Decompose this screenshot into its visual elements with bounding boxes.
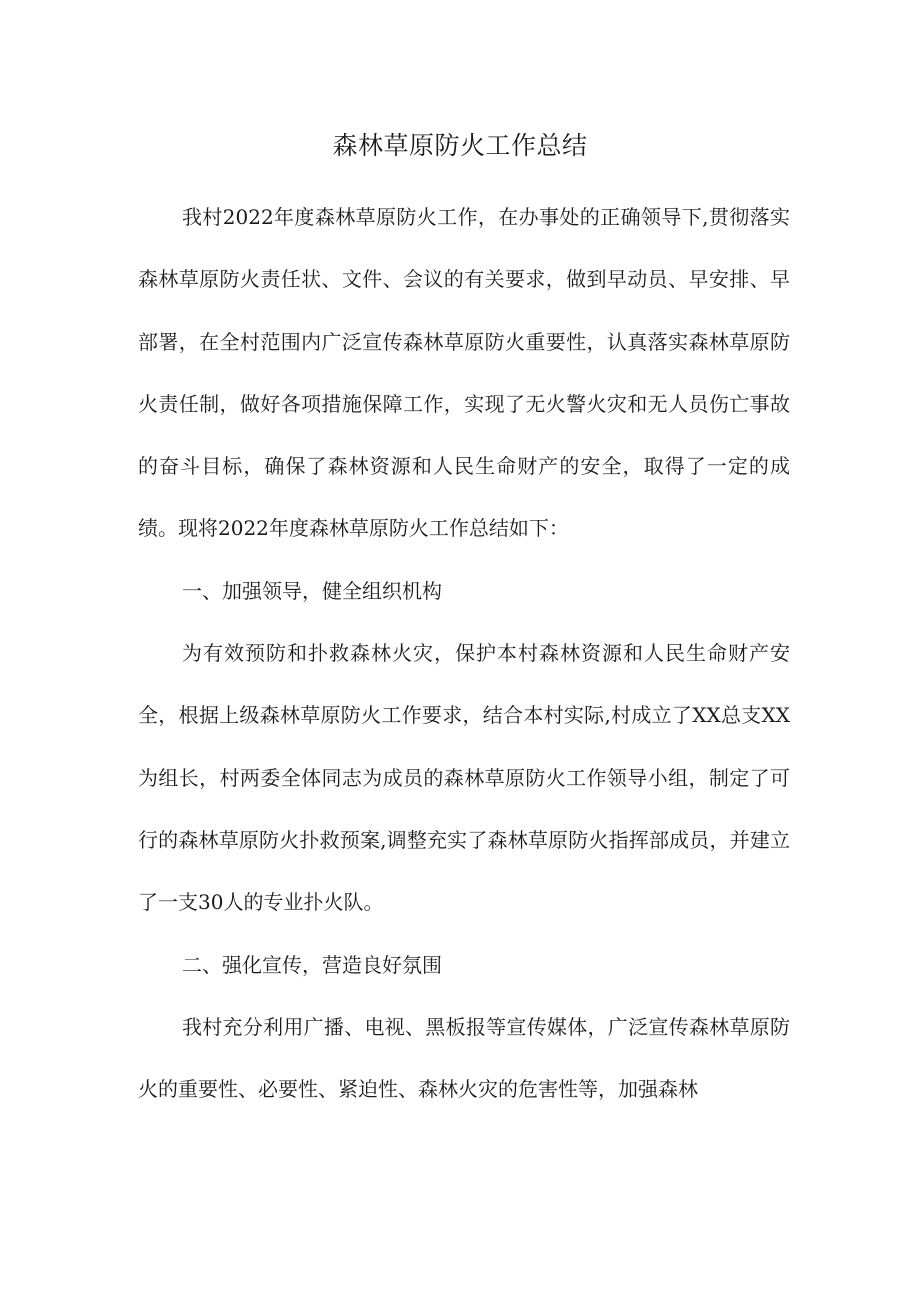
document-title: 森林草原防火工作总结: [332, 131, 588, 160]
document-body: [138, 186, 790, 1120]
paragraph-section-2: 我村充分利用广播、电视、黑板报等宣传媒体，广泛宣传森林草原防火的重要性、必要性、紧迫性、森林火灾的危害性等，加强森林: [138, 1014, 790, 1102]
section-heading-1: 一、加强领导，健全组织机构: [182, 578, 442, 603]
paragraph-intro: 我村2022年度森林草原防火工作，在办事处的正确领导下,贯彻落实森林草原防火责任状、文件、会议的有关要求，做到早动员、早安排、早部署，在全村范围内广泛宣传森林草原防火重要性，认真落实森林草原防火责任制，做好各项措施保障工作，实现了无火警火灾和无人员伤亡事故的奋斗目标，确保了森林资源和人民生命财产的安全，取得了一定的成绩。现将2022年度森林草原防火工作总结如下：: [138, 205, 790, 541]
paragraph-section-1: 为有效预防和扑救森林火灾，保护本村森林资源和人民生命财产安全，根据上级森林草原防火工作要求，结合本村实际,村成立了XX总支XX为组长，村两委全体同志为成员的森林草原防火工作领导小组，制定了可行的森林草原防火扑救预案,调整充实了森林草原防火指挥部成员，并建立了一支30人的专业扑火队。: [138, 641, 790, 915]
section-heading-2: 二、强化宣传，营造良好氛围: [182, 952, 442, 977]
